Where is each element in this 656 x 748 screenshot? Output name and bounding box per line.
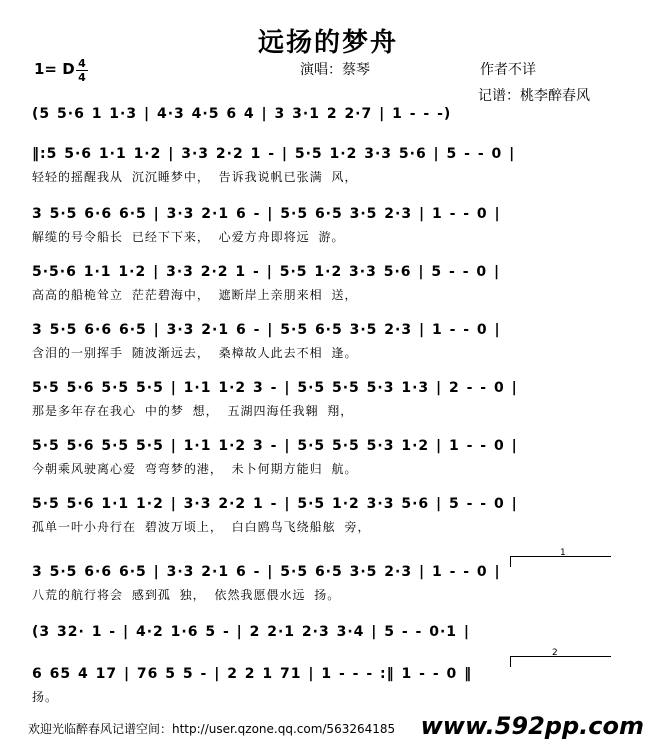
score-line	[0, 206, 656, 246]
score-line	[0, 146, 656, 186]
notation-row: 3 5·5 6·6 6·5 | 3·3 2·1 6 - | 5·5 6·5 3·5 2·3 | 1 - - 0 |	[32, 322, 501, 338]
notation-row: 5·5 5·6 5·5 5·5 | 1·1 1·2 3 - | 5·5 5·5 5·3 1·3 | 2 - - 0 |	[32, 380, 518, 396]
lyric-row: 今朝乘风驶离心爱 弯弯梦的港， 未卜何期方能归 航。	[32, 462, 358, 476]
time-signature-top: 4	[78, 57, 86, 70]
score-line	[0, 564, 656, 604]
page-title: 远扬的梦舟	[257, 28, 398, 58]
notation-row: 5·5·6 1·1 1·2 | 3·3 2·2 1 - | 5·5 1·2 3·3 5·6 | 5 - - 0 |	[32, 264, 501, 280]
score-line	[0, 438, 656, 478]
score-line	[0, 264, 656, 304]
notation-row: 5·5 5·6 1·1 1·2 | 3·3 2·2 1 - | 5·5 1·2 3·3 5·6 | 5 - - 0 |	[32, 496, 518, 512]
notation-row: ‖:5 5·6 1·1 1·2 | 3·3 2·2 1 - | 5·5 1·2 3·3 5·6 | 5 - - 0 |	[32, 146, 516, 162]
notation-row: 3 5·5 6·6 6·5 | 3·3 2·1 6 - | 5·5 6·5 3·5 2·3 | 1 - - 0 |	[32, 564, 501, 580]
score-line	[0, 496, 656, 536]
key-signature: 1= D	[34, 60, 75, 78]
score-line	[0, 322, 656, 362]
transcriber-credit: 记谱：桃李醉春风	[478, 88, 590, 104]
lyric-row: 扬。	[32, 690, 59, 704]
lyric-row: 含泪的一别挥手 随波渐远去， 桑樟故人此去不相 逢。	[32, 346, 358, 360]
time-signature	[76, 58, 88, 83]
lyric-row: 那是多年存在我心 中的梦 想， 五湖四海任我翱 翔，	[32, 404, 354, 418]
second-ending-bracket	[510, 656, 611, 667]
composer-credit: 作者不详	[480, 62, 536, 78]
second-ending-number: 2	[552, 648, 558, 658]
first-ending-number: 1	[560, 548, 566, 558]
notation-row: 5·5 5·6 5·5 5·5 | 1·1 1·2 3 - | 5·5 5·5 5·3 1·2 | 1 - - 0 |	[32, 438, 518, 454]
notation-row: (3 32· 1 - | 4·2 1·6 5 - | 2 2·1 2·3 3·4 | 5 - - 0·1 |	[32, 624, 471, 640]
score-line	[0, 106, 656, 146]
score-line	[0, 666, 656, 706]
notation-row: 3 5·5 6·6 6·5 | 3·3 2·1 6 - | 5·5 6·5 3·5 2·3 | 1 - - 0 |	[32, 206, 501, 222]
score-line	[0, 380, 656, 420]
lyric-row: 高高的船桅耸立 茫茫碧海中， 遮断岸上亲朋来相 送，	[32, 288, 358, 302]
lyric-row: 孤单一叶小舟行在 碧波万顷上， 白白鸥鸟飞绕船舷 旁，	[32, 520, 371, 534]
time-signature-bottom: 4	[78, 71, 86, 84]
footer-credit: 欢迎光临醉春风记谱空间：http://user.qzone.qq.com/563264185	[28, 722, 396, 736]
site-watermark: www.592pp.com	[420, 712, 644, 740]
notation-row: 6 65 4 17 | 76 5 5 - | 2 2 1 71 | 1 - - - :‖ 1 - - 0 ‖	[32, 666, 473, 682]
lyric-row: 轻轻的摇醒我从 沉沉睡梦中， 告诉我说帆已张满 风，	[32, 170, 358, 184]
singer-credit: 演唱：蔡琴	[300, 62, 370, 78]
lyric-row: 解缆的号令船长 已经下下来， 心爱方舟即将远 游。	[32, 230, 345, 244]
lyric-row: 八荒的航行将会 感到孤 独， 依然我愿偎水远 扬。	[32, 588, 341, 602]
notation-row: (5 5·6 1 1·3 | 4·3 4·5 6 4 | 3 3·1 2 2·7 | 1 - - -)	[32, 106, 452, 122]
